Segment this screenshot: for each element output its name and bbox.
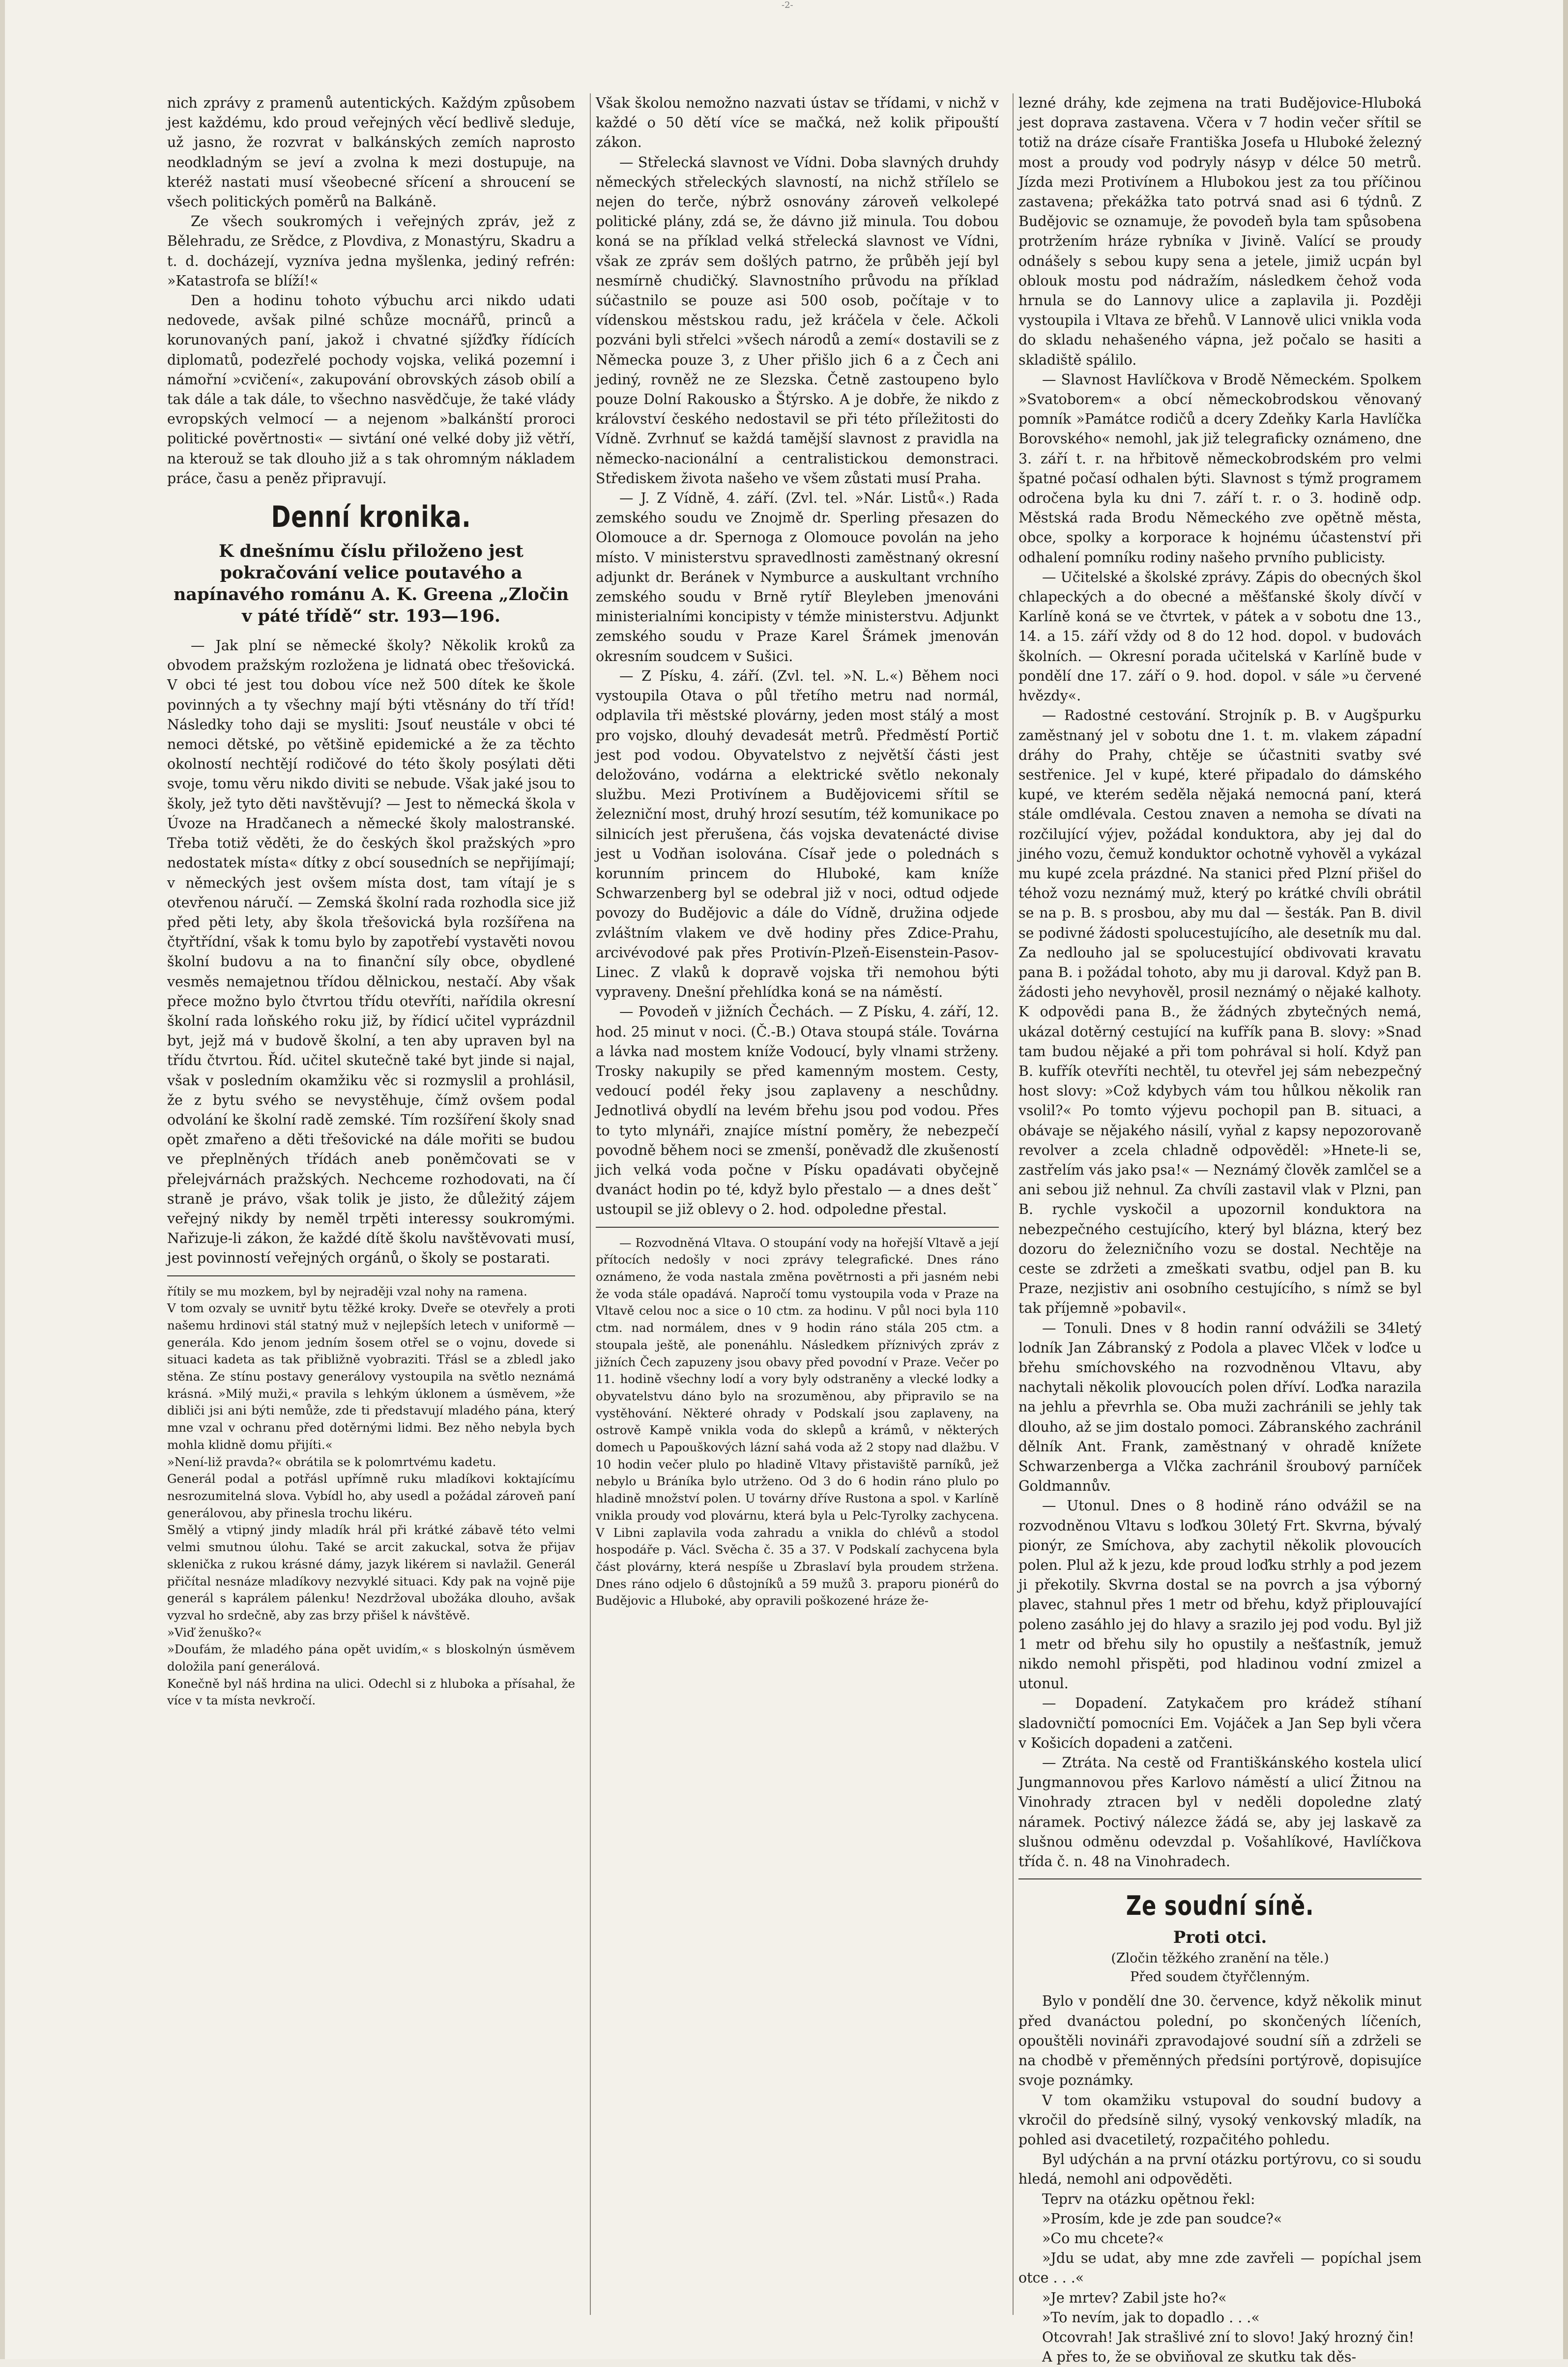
- article-text: Den a hodinu tohoto výbuchu arci nikdo udati nedovede, avšak pilné schůze mocnářů, princů a korunovaných paní, jakož i chvatné sjížďky řídících diplomatů, podezřelé pochody vojska, veliká pozemní i námořní »cvičení«, zakupování obrovských zásob obilí a tak dále a tak dále, to všechno nasvědčuje, že také vlády evropských velmocí — a nejenom »balkánští proroci politické pověrtnosti« — sivtání oné velké doby již větří, na kterouž se tak dlouho již a s tak ohromným nákladem práce, času a peněz připravují.: [167, 292, 575, 487]
- article-text: nich zprávy z pramenů autentických. Každým způsobem jest každému, kdo proud veřejných věcí bedlivě sleduje, už jasno, že rozvrat v balkánských zemích naprosto neodkladným se jeví a zvolna k mezi dostupuje, na kteréž nastati musí všeobecné sřícení a shroucení se všech politických poměrů na Balkáně.: [167, 95, 575, 210]
- section-heading: Denní kronika.: [271, 500, 471, 535]
- article-text: »Co mu chcete?«: [1042, 2230, 1164, 2247]
- article-text: — Z Písku, 4. září. (Zvl. tel. »N. L.«) Během noci vystoupila Otava o půl třetího metru nad normál, odplavila tři městské plovárny, jeden most stálý a most pro vojsko, dlouhý devadesát metrů. Předměstí Portič jest pod vodou. Obyvatelstvo z největší části jest deložováno, vodárna a elektrické světlo nekonaly službu. Mezi Protivínem a Budějovicemi sřítil se železniční most, druhý hrozí sesutím, též komunikace po silnicích jest přerušena, čás vojska devatenácté divise jest u Vodňan isolována. Císař jede o polednách s korunním princem do Hluboké, kam kníže Schwarzenberg byl se odebral již v noci, odtud odjede povozy do Budějovic a dále do Vídně, družina odjede zvláštním vlakem ve dvě hodiny přes Zdice-Prahu, arcivévodové pak přes Protivín-Plzeň-Eisenstein-Pasov-Linec. Z vlaků k dopravě vojska tři nemohou býti vypraveny. Dnešní přehlídka koná se na náměstí.: [596, 667, 999, 1001]
- article-text: — Slavnost Havlíčkova v Brodě Německém. Spolkem »Svatoborem« a obcí německobrodskou věnovaný pomník »Památce rodičů a dcery Zdeňky Karla Havlíčka Borovského« nemohl, jak již telegraficky oznámeno, dne 3. září t. r. na hřbitově německobrodském pro velmi špatné počasí odhalen býti. Slavnost s týmž programem odročena byla ku dni 7. září t. r. o 3. hodině odp. Městská rada Brodu Německého zve opětně města, obce, spolky a korporace k hojnému účastenství při odhalení pomníku rodiny našeho prvního publicisty.: [1018, 371, 1422, 566]
- article-text: — Učitelské a školské zprávy. Zápis do obecných škol chlapeckých a do obecné a měšťanské školy dívčí v Karlíně koná se ve čtvrtek, v pátek a v sobotu dne 13., 14. a 15. září vždy od 8 do 12 hod. dopol. v budovách školních. — Okresní porada učitelská v Karlíně bude v pondělí dne 17. září o 9. hod. dopol. v sále »u červené hvězdy«.: [1018, 569, 1422, 704]
- article-text: Byl udýchán a na první otázku portýrovu, co si soudu hledá, nemohl ani odpověděti.: [1018, 2151, 1422, 2188]
- article-text: Teprv na otázku opětnou řekl:: [1042, 2191, 1255, 2207]
- novel-feuilleton: řítily se mu mozkem, byl by nejraději vzal nohy na ramena. V tom ozvaly se uvnitř bytu těžké kroky. Dveře se otevřely a proti našemu hrdinovi stál statný muž v nejlepších letech v uniformě — generála. Kdo jenom jedním šosem otřel se o vojnu, dovede si situaci kadeta as tak přibližně vyobraziti. Třásl se a zbledl jako stěna. Ze stínu postavy generálovy vystoupila na světlo neznámá krásná. »Milý muži,« pravila s lehkým úklonem a úsměvem, »že dibliči jsi ani býti nemůže, zde ti představují mladého pána, který mne vzal v ochranu před dotěrnými lidmi. Bez něho nebyla bych mohla klidně domu přijíti.« »Není-liž pravda?« obrátila se k polomrtvému kadetu. Generál podal a potřásl upřímně ruku mladíkovi koktajícímu nesrozumitelná slova. Vybídl ho, aby usedl a požádal zároveň paní generálovou, aby přinesla trochu likéru. Smělý a vtipný jindy mladík hrál při krátké zábavě této velmi velmi smutnou úlohu. Také se arcit zakuckal, sotva že přijav sklenička z rukou krásné dámy, jazyk likérem si navlažil. Generál přičítal nesnáze mladíkovy nezvyklé situaci. Kdy pak na vojně pije generál s kaprálem pálenku! Nezdržoval ubožáka dlouho, avšak vyzval ho srdečně, aby zas brzy přišel k návštěvě. »Viď ženuško?« »Doufám, že mladého pána opět uvidím,« s bloskolnýn úsměvem doložila paní generálová. Konečně byl náš hrdina na ulici. Odechl si z hluboka a přísahal, že více v ta místa nevkročí.: [167, 1284, 575, 1708]
- article-text: Ze všech soukromých i veřejných zpráv, jež z Bělehradu, ze Srědce, z Plovdiva, z Monastýru, Skadru a t. d. docházejí, vyzníva jedna myšlenka, jediný refrén: »Katastrofa se blíží!«: [167, 213, 575, 289]
- article-text: — Rozvodněná Vltava. O stoupání vody na hořejší Vltavě a její přítocích nedošly v noci zprávy telegrafické. Dnes ráno oznámeno, že voda nastala změna povětrnosti a při jasném nebi že voda stále opadává. Napročí tomu vystoupila voda v Praze na Vltavě celou noc a sice o 10 ctm. za hodinu. V půl noci byla 110 ctm. nad normálem, dnes v 9 hodin ráno stála 205 ctm. a stoupala ještě, ale ponenáhlu. Následkem příznivých zpráv z jižních Čech zapuzeny jsou obavy před povodní v Praze. Večer po 11. hodině všechny lodí a vory byly odstraněny a vlecké lodky a obyvatelstvu dáno bylo na srozuměnou, aby připravilo se na vystěhování. Některé ohrady v Podskalí jsou zaplaveny, na ostrově Kampě vnikla voda do sklepů a krámů, v některých domech u Papouškových lázní sahá voda až 2 stopy nad dlažbu. V 10 hodin večer plulo po hladině Vltavy přistaviště parníků, jež nebylo u Bráníka bylo utrženo. Od 3 do 6 hodin ráno plulo po hladině množství polen. U továrny dříve Rustona a spol. v Karlíně vnikla proudy vod plovárnu, která byla u Pelc-Tyrolky zachycena. V Libni zaplavila voda zahradu a vnikla do chlévů a stodol hospodáře p. Václ. Svěcha č. 35 a 37. V Podskalí zachycena byla část plovárny, která nespíše u Zbraslaví byla proudem stržena. Dnes ráno odjelo 6 důstojníků a 59 mužů 3. praporu pionérů do Budějovic a Hluboké, aby opravili poškozené hráze že-: [596, 1235, 999, 1608]
- article-text: Bylo v pondělí dne 30. července, když několik minut před dvanáctou polední, po skončených líčeních, opouštěli novináři zpravodajové soudní síň a zdrželi se na chodbě v přeměnných předsíni portýrově, dopisujíce svoje poznámky.: [1018, 1993, 1422, 2089]
- page-mark: -2-: [782, 0, 793, 10]
- article-text: — Střelecká slavnost ve Vídni. Doba slavných druhdy německých střeleckých slavností, na nichž střílelo se nejen do terče, nýbrž osnovány zároveň velkolepé politické plány, zdá se, že dávno již minula. Tou dobou koná se na příklad velká střelecká slavnost ve Vídni, však ze zpráv sem došlých patrno, že průběh její byl nesmírně chudičký. Slavnostního průvodu na příklad súčastnilo se pouze asi 500 osob, počítaje v to vídenskou městskou radu, jež kráčela v čele. Ačkoli pozváni byli střelci »všech národů a zemí« dostavili se z Německa pouze 3, z Uher přišlo jich 6 a z Čech ani jediný, rovněž ne ze Slezska. Četně zastoupeno bylo pouze Dolní Rakousko a Štýrsko. A je dobře, že nikdo z království českého nedostavil se při této příležitosti do Vídně. Zvrhnuť se každá tamější slavnost z pravidla na německo-nacionální a centralistickou demonstraci. Střediskem života našeho ve všem zůstati musí Praha.: [596, 154, 999, 487]
- article-text: — Radostné cestování. Strojník p. B. v Augšpurku zaměstnaný jel v sobotu dne 1. t. m. vlakem západní dráhy do Prahy, chtěje se účastniti svatby své sestřenice. Jel v kupé, které připadalo do dámského kupé, ve kterém seděla nějaká nemocná paní, která stále omdlévala. Cestou znaven a nemoha se dívati na rozčilující výjev, požádal konduktora, aby jej dal do jiného vozu, čemuž konduktor ochotně vyhověl a vykázal mu kupé zcela prázdné. Na stanici před Plzní přišel do téhož vozu neznámý muž, který po krátké chvíli obrátil se na p. B. s prosbou, aby mu dal — šesták. Pan B. divil se podivné žádosti spolucestujícího, ale desetník mu dal. Za nedlouho jal se spolucestující obdivovati kravatu pana B. i požádal tohoto, aby mu ji daroval. Když pan B. žádosti jeho nevyhověl, prosil neznámý o nějaké kalhoty. K odpovědi pana B., že žádných zbytečných nemá, ukázal dotěrný cestující na kufřík pana B. slovy: »Snad tam budou nějaké a při tom pohrával si holí. Když pan B. kufřík otevříti nechtěl, tu otevřel jej sám nebezpečný host slovy: »Což kdybych vám tou hůlkou několik ran vsolil?« Po tomto výjevu pochopil pan B. situaci, a obávaje se nějakého násilí, vyňal z kapsy nepozorovaně revolver a zcela chladně odpověděl: »Hnete-li se, zastřelím vás jako psa!« — Neznámý člověk zamlčel se a ani sebou již nehnul. Za chvíli zastavil vlak v Plzni, pan B. rychle vyskočil a upozornil konduktora na nebezpečného cestujícího, který byl blázna, který bez dozoru do železničního vozu se dostal. Nechtěje na ceste se zdržeti a zmeškati svatbu, odjel pan B. ku Praze, nezjistiv ani osobního cestujícího, s nímž se byl tak příjemně »pobavil«.: [1018, 707, 1422, 1317]
- article-text: »Je mrtev? Zabil jste ho?«: [1042, 2289, 1227, 2306]
- divider: [1018, 1878, 1422, 1879]
- article-text: lezné dráhy, kde zejmena na trati Budějovice-Hluboká jest doprava zastavena. Včera v 7 hodin večer sřítil se totiž na dráze císaře Františka Josefa u Hluboké železný most a proudy vod podryly násyp v délce 50 metrů. Jízda mezi Protivínem a Hlubokou jest za tou příčinou zastavena; překážka tato potrvá snad asi 6 týdnů. Z Budějovic se oznamuje, že povodeň byla tam spůsobena protržením hráze rybníka v Jivině. Valící se proudy odnášely s sebou kupy sena a jetele, jimiž ucpán byl oblouk mostu pod nádražím, následkem čehož voda hrnula se do Lannovy ulice a zaplavila ji. Později vystoupila i Vltava ze břehů. V Lannově ulici vnikla voda do skladu nehašeného vápna, jež počalo se hasiti a skladiště spálilo.: [1018, 95, 1422, 368]
- article-text: — J. Z Vídně, 4. září. (Zvl. tel. »Nár. Listů«.) Rada zemského soudu ve Znojmě dr. Sperling přesazen do Olomouce a dr. Spernoga z Olomouce povolán na jeho místo. V ministerstvu spravedlnosti zaměstnaný okresní adjunkt dr. Beránek v Nymburce a auskultant vrchního zemského soudu v Brně rytíř Bleyleben jmenováni ministerialními koncipisty v témže ministerstvu. Adjunkt zemského soudu v Praze Karel Šrámek jmenován okresním soudcem v Sušici.: [596, 490, 999, 664]
- article-text: — Povodeň v jižních Čechách. — Z Písku, 4. září, 12. hod. 25 minut v noci. (Č.-B.) Otava stoupá stále. Továrna a lávka nad mostem kníže Vodoucí, byly vlnami strženy. Trosky nakupily se před kamenným mostem. Cesty, vedoucí podél řeky jsou zaplaveny a neschůdny. Jednotlivá obydlí na levém břehu jsou pod vodou. Přes to tyto mlynáři, znajíce místní poměry, že nebezpečí povodně během noci se zmenší, poněvadž dle zkušeností jich velká voda počne v Písku opadávati obyčejně dvanáct hodin po té, když bylo přestalo — a dnes deštˇ ustoupil se již oblevy o 2. hod. odpoledne přestal.: [596, 1004, 999, 1218]
- article-text: V tom okamžiku vstupoval do soudní budovy a vkročil do předsíně silný, vysoký venkovský mladík, na pohled asi dvacetiletý, rozpačitého pohledu.: [1018, 2092, 1422, 2148]
- article-text: A přes to, že se obviňoval ze skutku tak děs-: [1042, 2349, 1357, 2366]
- article-text: — Jak plní se německé školy? Několik kroků za obvodem pražským rozložena je lidnatá obec třešovická. V obci té jest tou dobou více než 500 dítek ke škole povinných a ty všechny mají býti vtěsnány do tří tříd! Následky toho daji se mysliti: Jsouť neustále v obci té nemoci dětské, po většině epidemické a že za těchto okolností nechtějí rodičové do této školy posýlati děti svoje, tomu věru nikdo diviti se nebude. Však jaké jsou to školy, jež tyto děti navštěvují? — Jest to německá škola v Úvoze na Hradčanech a německé školy malostranské. Třeba totiž věděti, že do českých škol pražských »pro nedostatek místa« dítky z obcí sousedních se nepřijímají; v německých jest ovšem místa dost, tam vítají je s otevřenou náručí. — Zemská školní rada rozhodla sice již před pěti lety, aby škola třešovická byla rozšířena na čtyřtřídní, však k tomu bylo by zapotřebí vystavěti novou školní budovu a na to finanční síly obce, obydlené vesměs nemajetnou třídou dělnickou, nestačí. Aby však přece možno bylo čtvrtou třídu otevříti, nařídila okresní školní rada loňského roku již, by řídicí učitel vyprázdnil byt, jejž má v budově školní, a ten aby upraven byl na třídu čtvrtou. Říd. učitel skutečně také byt jinde si najal, však v posledním okamžiku věc si rozmyslil a prohlásil, že z bytu svého se nevystěhuje, čímž ovšem podal odvolání ke školní radě zemské. Tím rozšíření školy snad opět zmařeno a děti třešovické na dále mořiti se budou ve přeplněných třídách aneb poněmčovati se v přelejvárnách pražských. Nechceme rozhodovati, na čí straně je právo, však tolik je jisto, že důležitý zájem veřejný nikdy by neměl trpěti interessy soukromými. Nařizuje-li zákon, že každé dítě školu navštěvovati musí, jest povinností veřejných orgánů, o školy se postarati.: [167, 637, 575, 1267]
- case-court: Před soudem čtyřčlenným.: [1130, 1969, 1310, 1985]
- article-text: »To nevím, jak to dopadlo . . .«: [1042, 2309, 1260, 2326]
- column-2: [590, 93, 999, 2315]
- case-title: Proti otci.: [1173, 1928, 1267, 1948]
- column-1: [167, 93, 575, 2315]
- article-text: »Jdu se udat, aby mne zde zavřeli — popíchal jsem otce . . .«: [1018, 2250, 1422, 2286]
- column-3: [1013, 93, 1422, 2366]
- case-subtitle: (Zločin těžkého zranění na těle.): [1111, 1951, 1329, 1966]
- article-text: »Prosím, kde je zde pan soudce?«: [1042, 2210, 1282, 2227]
- newspaper-page: [167, 93, 1425, 2366]
- divider: [167, 1275, 575, 1276]
- article-text: — Tonuli. Dnes v 8 hodin ranní odvážili se 34letý lodník Jan Zábranský z Podola a plavec Vlček v loďce u břehu smíchovského na rozvodněnou Vltavu, aby nachytali několik plovoucích polen dříví. Loďka narazila na jehlu a převrhla se. Oba muži zachránili se jehly tak dlouho, až se jim dostalo pomoci. Zábranského zachránil dělník Ant. Frank, zaměstnaný v ohradě knížete Schwarzenberga a Vlčka zachránil šroubový parníček Goldmannův.: [1018, 1320, 1422, 1495]
- article-text: Však školou nemožno nazvati ústav se třídami, v nichž v každé o 50 dětí více se mačká, než kolik připouští zákon.: [596, 95, 999, 151]
- article-text: — Utonul. Dnes o 8 hodině ráno odvážil se na rozvodněnou Vltavu s loďkou 30letý Frt. Skvrna, bývalý pionýr, ze Smíchova, aby zachytil několik plovoucích polen. Plul až k jezu, kde proud loďku strhly a pod jezem ji překotily. Skvrna dostal se na povrch a jsa výborný plavec, stahnul přes 1 metr od břehu, když připlouvající poleno zasáhlo jej do hlavy a srazilo jej pod vodu. Byl již 1 metr od břehu sily ho opustily a nešťastník, jemuž nikdo nemohl přispěti, pod hladinou vodní zmizel a utonul.: [1018, 1498, 1422, 1692]
- divider: [596, 1227, 999, 1228]
- section-heading: Ze soudní síně.: [1126, 1890, 1314, 1922]
- article-text: — Dopadení. Zatykačem pro krádež stíhaní sladovničtí pomocníci Em. Vojáček a Jan Sep byli včera v Košicích dopadeni a zatčeni.: [1018, 1695, 1422, 1751]
- article-text: — Ztráta. Na cestě od Františkánského kostela ulicí Jungmannovou přes Karlovo náměstí a ulicí Žitnou na Vinohrady ztracen byl v neděli dopoledne zlatý náramek. Poctivý nálezce žádá se, aby jej laskavě za slušnou odměnu odevzdal p. Vošahlíkové, Havlíčkova třída č. n. 48 na Vinohradech.: [1018, 1755, 1422, 1870]
- article-text: Otcovrah! Jak strašlivé zní to slovo! Jaký hrozný čin!: [1042, 2329, 1415, 2345]
- novel-announcement: K dnešnímu číslu přiloženo jest pokračování velice poutavého a napínavého románu A. K. Greena „Zločin v páté třídě“ str. 193—196.: [173, 541, 569, 627]
